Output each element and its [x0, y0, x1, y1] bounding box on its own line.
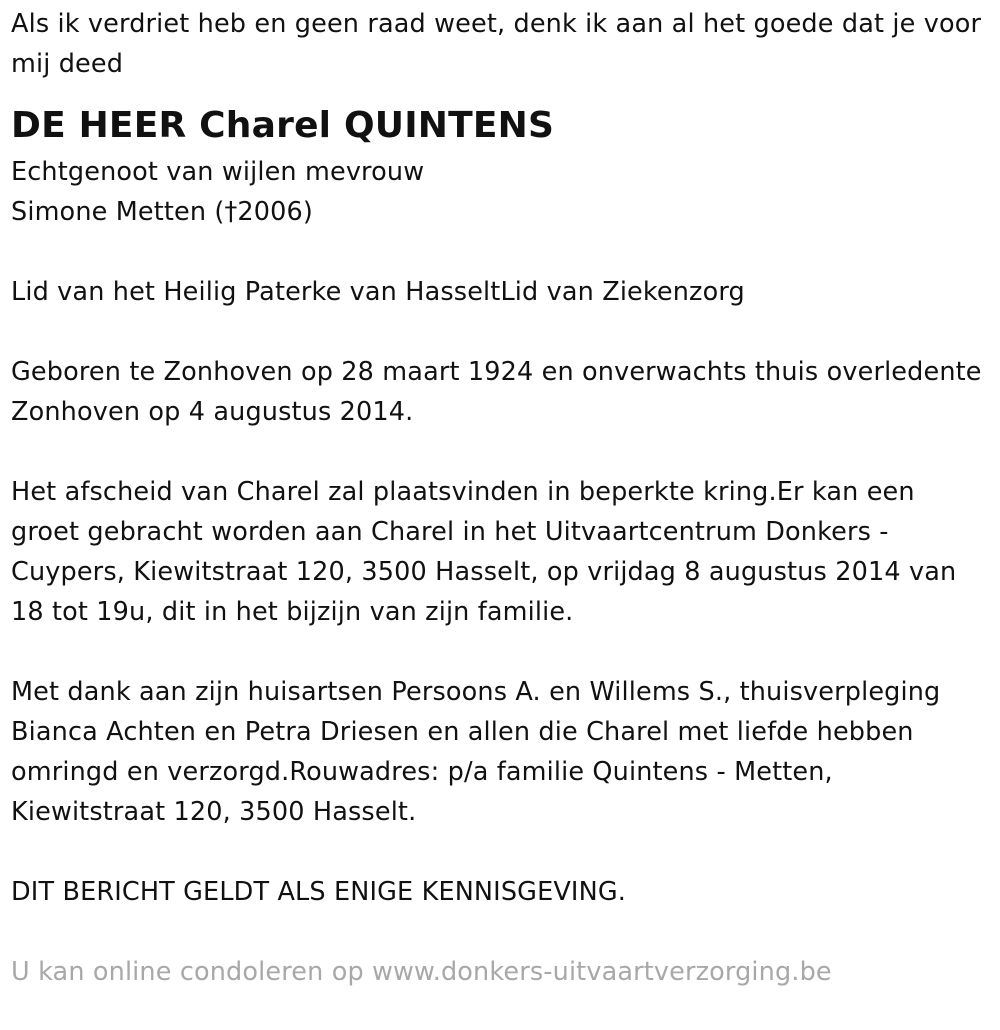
spacer	[11, 912, 988, 952]
farewell-text: Het afscheid van Charel zal plaatsvinden in beperkte kring.Er kan een groet gebracht worden aan Charel in het Uitvaartcentrum Donkers - Cuypers, Kiewitstraat 120, 3500 Hasselt, op vrijdag 8 augustus 2014 van 18 tot 19u, dit in het bijzijn van zijn familie.	[11, 477, 957, 627]
spacer	[11, 232, 988, 272]
spacer	[11, 312, 988, 352]
birth-death-text: Geboren te Zonhoven op 28 maart 1924 en onverwachts thuis overledente Zonhoven op 4 augustus 2014.	[11, 357, 982, 427]
spacer	[11, 832, 988, 872]
spouse-line-2: Simone Metten (†2006)	[11, 197, 314, 227]
spacer	[11, 432, 988, 472]
condolence-text: U kan online condoleren op www.donkers-uitvaartverzorging.be	[11, 957, 832, 987]
spacer	[11, 632, 988, 672]
thanks-text: Met dank aan zijn huisartsen Persoons A. en Willems S., thuisverpleging Bianca Achten en Petra Driesen en allen die Charel met liefde hebben omringd en verzorgd.Rouwadres: p/a familie Quintens - Metten, Kiewitstraat 120, 3500 Hasselt.	[11, 677, 941, 827]
notice-text: DIT BERICHT GELDT ALS ENIGE KENNISGEVING.	[11, 877, 626, 907]
membership-text: Lid van het Heilig Paterke van HasseltLid van Ziekenzorg	[11, 277, 745, 307]
deceased-name-title: DE HEER Charel QUINTENS	[11, 105, 555, 146]
spouse-line-1: Echtgenoot van wijlen mevrouw	[11, 157, 425, 187]
opening-verse: Als ik verdriet heb en geen raad weet, denk ik aan al het goede dat je voor mij deed	[11, 9, 982, 79]
